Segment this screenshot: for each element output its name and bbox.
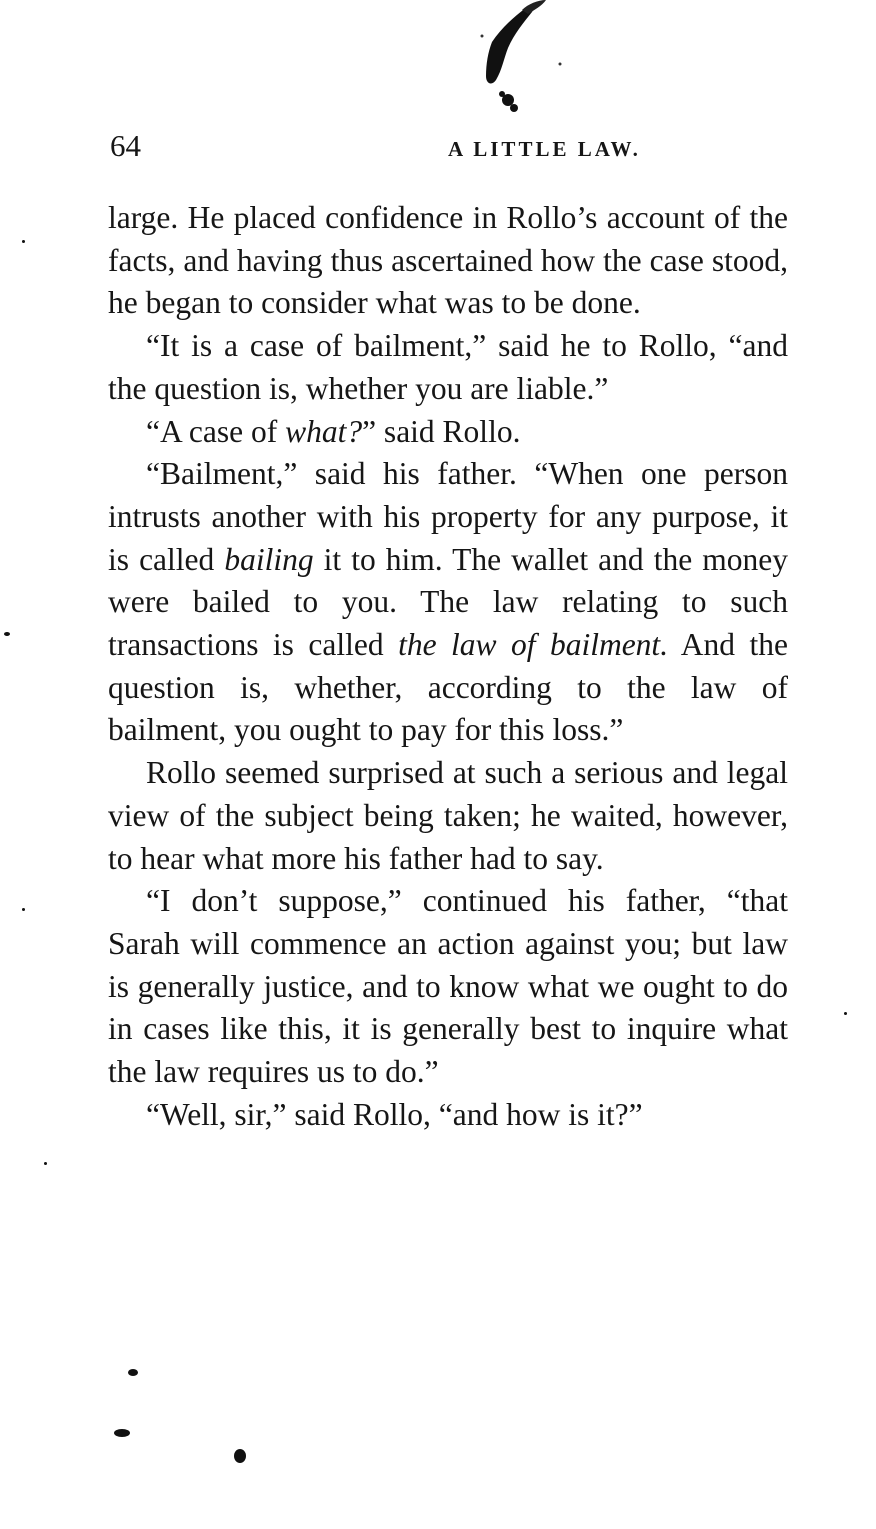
paragraph-text: “It is a case of bailment,” said he to Rollo, “and the question is, whether you are liable.” bbox=[108, 328, 788, 406]
italic-text: the law of bailment. bbox=[398, 627, 669, 663]
paragraph-text: ” said Rollo. bbox=[362, 413, 521, 449]
paragraph bbox=[108, 453, 788, 752]
ink-speck bbox=[234, 1449, 246, 1463]
ink-stain-mark bbox=[462, 0, 572, 125]
paragraph bbox=[108, 325, 788, 410]
page-number: 64 bbox=[110, 128, 141, 163]
ink-speck bbox=[844, 1012, 847, 1015]
paragraph bbox=[108, 197, 788, 325]
page-header bbox=[110, 128, 788, 168]
ink-speck bbox=[4, 632, 10, 636]
paragraph bbox=[108, 1094, 788, 1137]
paragraph-text: “A case of bbox=[146, 413, 286, 449]
paragraph-text: “I don’t suppose,” continued his father, “that Sarah will commence an action against you; but law is generally justice, and to know what we ought to do in cases like this, it is generally best to inquire what the law requires us to do.” bbox=[108, 883, 788, 1090]
paragraph-text: it to him. The wallet and the money were bailed to you. The law relating to such transactions is called bbox=[108, 541, 788, 663]
ink-speck bbox=[44, 1162, 47, 1165]
paragraph bbox=[108, 752, 788, 880]
paragraph bbox=[108, 880, 788, 1094]
italic-text: bailing bbox=[224, 541, 314, 577]
paragraph-text: “Well, sir,” said Rollo, “and how is it?” bbox=[146, 1096, 643, 1132]
running-head: A LITTLE LAW. bbox=[448, 137, 641, 161]
paragraph-text: large. He placed confidence in Rollo’s account of the facts, and having thus ascertained how the case stood, he began to consider what was to be done. bbox=[108, 200, 788, 321]
paragraph-text: Rollo seemed surprised at such a serious and legal view of the subject being taken; he waited, however, to hear what more his father had to say. bbox=[108, 755, 788, 876]
ink-speck bbox=[114, 1429, 130, 1437]
paragraph bbox=[108, 411, 788, 454]
paragraph-text: And the question is, whether, according to the law of bailment, you ought to pay for this loss.” bbox=[108, 627, 789, 748]
ink-speck bbox=[22, 240, 25, 243]
paragraph-text: “Bailment,” said his father. “When one person intrusts another with his property for any purpose, it is called bbox=[108, 456, 788, 577]
body-text bbox=[108, 197, 788, 1136]
italic-text: what? bbox=[285, 413, 363, 449]
ink-speck bbox=[22, 908, 25, 911]
ink-speck bbox=[128, 1369, 138, 1376]
